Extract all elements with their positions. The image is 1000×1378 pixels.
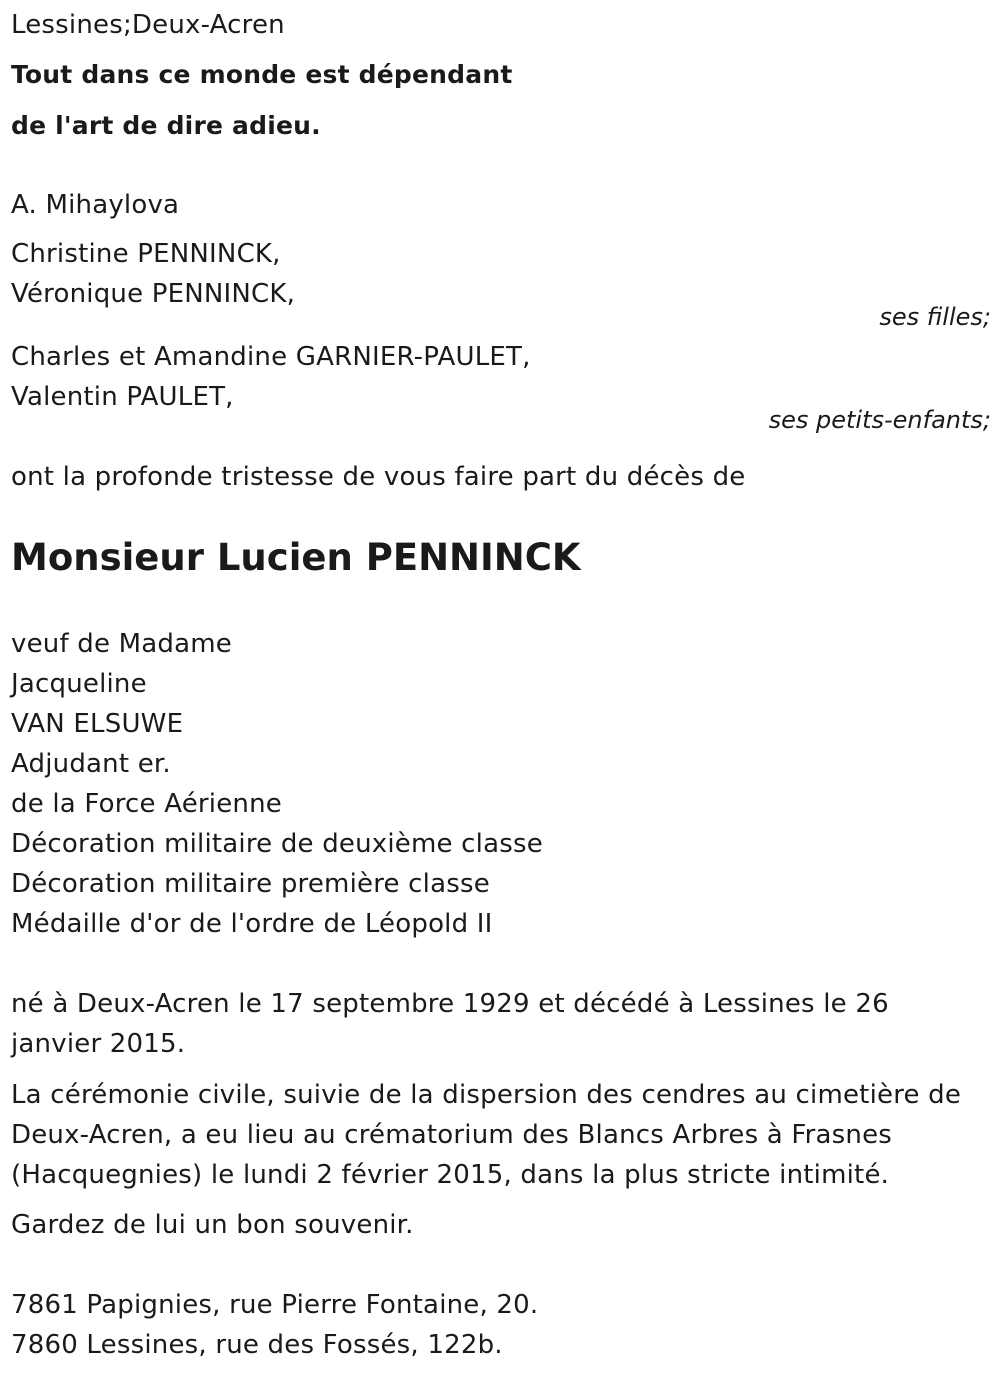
announcement-text: ont la profonde tristesse de vous faire part du décès de [11,462,746,492]
detail-line: Décoration militaire de deuxième classe [11,829,543,859]
quote-line-2: de l'art de dire adieu. [11,111,321,140]
daughters-relation: ses filles; [879,303,991,331]
address-line: 7860 Lessines, rue des Fossés, 122b. [11,1330,503,1360]
grandchild-name-1: Charles et Amandine GARNIER-PAULET, [11,342,531,372]
grandchild-name-2: Valentin PAULET, [11,382,234,412]
deceased-name: Monsieur Lucien PENNINCK [11,536,581,579]
ceremony-paragraph: La cérémonie civile, suivie de la dispersion des cendres au cimetière de Deux-Acren, a eu lieu au crématorium des Blancs Arbres à Frasnes (Hacquegnies) le lundi 2 février 2015, dans la plus stricte intimité. [11,1080,962,1190]
daughter-name-2: Véronique PENNINCK, [11,279,296,309]
address-line: 7861 Papignies, rue Pierre Fontaine, 20. [11,1290,539,1320]
detail-line: VAN ELSUWE [11,709,184,739]
location-line: Lessines;Deux-Acren [11,10,285,40]
daughter-name-1: Christine PENNINCK, [11,239,281,269]
detail-line: veuf de Madame [11,629,232,659]
grandchildren-relation: ses petits-enfants; [768,406,991,434]
detail-line: Médaille d'or de l'ordre de Léopold II [11,909,493,939]
detail-line: Adjudant er. [11,749,171,779]
quote-line-1: Tout dans ce monde est dépendant [11,60,513,89]
detail-line: Décoration militaire première classe [11,869,490,899]
detail-line: Jacqueline [11,669,147,699]
signatory-name: A. Mihaylova [11,190,180,220]
detail-line: de la Force Aérienne [11,789,282,819]
birth-death-paragraph: né à Deux-Acren le 17 septembre 1929 et décédé à Lessines le 26 janvier 2015. [11,989,889,1059]
closing-line: Gardez de lui un bon souvenir. [11,1210,414,1240]
